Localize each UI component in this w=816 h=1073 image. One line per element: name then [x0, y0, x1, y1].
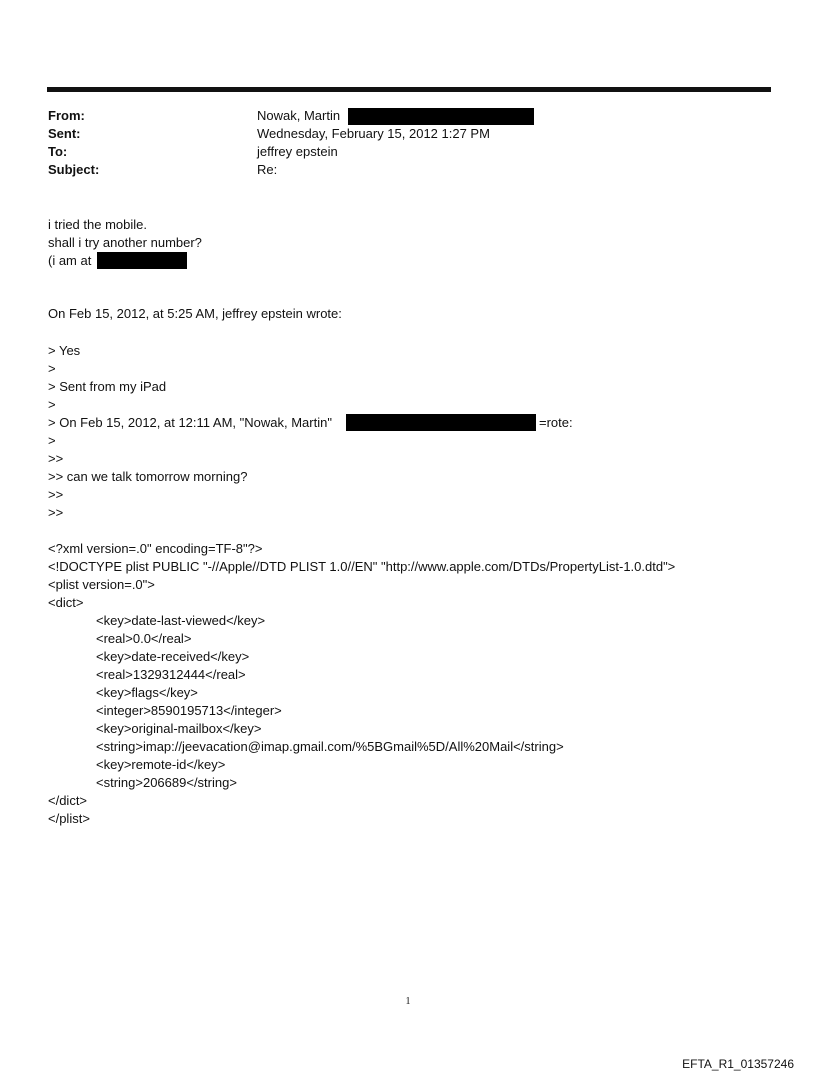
quoted-suffix: =rote:: [539, 415, 573, 430]
quoted-line: >>: [48, 487, 64, 502]
sent-label: Sent:: [48, 126, 81, 141]
page-number: 1: [405, 996, 411, 1007]
to-label: To:: [48, 144, 68, 159]
header-rule: [47, 87, 771, 92]
plist-line: <key>remote-id</key>: [96, 757, 226, 772]
subject-value: Re:: [257, 162, 278, 177]
to-value: jeffrey epstein: [257, 144, 338, 159]
body-line: i tried the mobile.: [48, 217, 147, 232]
redaction-block: [346, 414, 536, 431]
quoted-line: >>: [48, 505, 64, 520]
plist-line: <key>flags</key>: [96, 685, 198, 700]
reply-intro: On Feb 15, 2012, at 5:25 AM, jeffrey epstein wrote:: [48, 306, 342, 321]
from-label: From:: [48, 108, 85, 123]
plist-line: <string>206689</string>: [96, 775, 237, 790]
redaction-block: [97, 252, 187, 269]
body-line: shall i try another number?: [48, 235, 202, 250]
bates-number: EFTA_R1_01357246: [682, 1057, 794, 1071]
plist-line: <!DOCTYPE plist PUBLIC "-//Apple//DTD PLIST 1.0//EN" "http://www.apple.com/DTDs/PropertyList-1.0.dtd">: [48, 559, 676, 574]
plist-line: <?xml version=.0" encoding=TF-8"?>: [48, 541, 263, 556]
from-value: Nowak, Martin: [257, 108, 341, 123]
plist-line: <real>1329312444</real>: [96, 667, 246, 682]
quoted-line: > On Feb 15, 2012, at 12:11 AM, "Nowak, Martin": [48, 415, 332, 430]
plist-line: </plist>: [48, 811, 90, 826]
sent-value: Wednesday, February 15, 2012 1:27 PM: [257, 126, 490, 141]
plist-line: <key>date-last-viewed</key>: [96, 613, 266, 628]
plist-line: <key>date-received</key>: [96, 649, 250, 664]
redaction-block: [348, 108, 534, 125]
plist-line: <string>imap://jeevacation@imap.gmail.com/%5BGmail%5D/All%20Mail</string>: [96, 739, 564, 754]
plist-line: <real>0.0</real>: [96, 631, 192, 646]
plist-line: <key>original-mailbox</key>: [96, 721, 262, 736]
plist-line: <integer>8590195713</integer>: [96, 703, 282, 718]
quoted-line: >: [48, 397, 56, 412]
quoted-line: >> can we talk tomorrow morning?: [48, 469, 248, 484]
quoted-line: > Yes: [48, 343, 81, 358]
body-line: (i am at: [48, 253, 92, 268]
plist-line: <dict>: [48, 595, 84, 610]
quoted-line: >: [48, 433, 56, 448]
plist-line: </dict>: [48, 793, 88, 808]
quoted-line: >: [48, 361, 56, 376]
plist-line: <plist version=.0">: [48, 577, 155, 592]
quoted-line: >>: [48, 451, 64, 466]
quoted-line: > Sent from my iPad: [48, 379, 167, 394]
subject-label: Subject:: [48, 162, 100, 177]
